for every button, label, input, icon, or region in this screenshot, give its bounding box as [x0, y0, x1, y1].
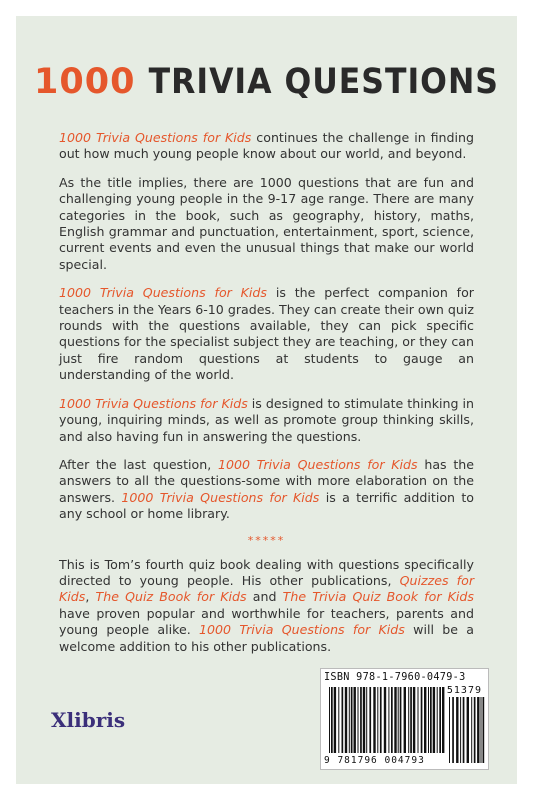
book-title-ref: 1000 Trivia Questions for Kids	[199, 622, 405, 638]
barcode-bars	[321, 669, 488, 769]
other-title: The Trivia Quiz Book for Kids	[282, 589, 474, 605]
other-title: Quizzes for Kids	[59, 572, 474, 605]
paragraph-4: 1000 Trivia Questions for Kids is designed to stimulate thinking in young, inquiring minds, as well as promote group thinking skills, and also having fun in answering the questions.	[59, 395, 474, 444]
section-divider: *****	[247, 533, 286, 547]
paragraph-5: After the last question, 1000 Trivia Questions for Kids has the answers to all the questions-some with more elaboration on the answers. 1000 Trivia Questions for Kids is a terrific addition to any school or home library.	[59, 456, 474, 522]
title-rest: TRIVIA QUESTIONS	[148, 62, 499, 102]
back-cover	[16, 16, 517, 784]
barcode-addon: 51379	[446, 685, 482, 696]
cover-title	[16, 62, 517, 102]
book-title-ref: 1000 Trivia Questions for Kids	[59, 285, 267, 301]
book-title-ref: 1000 Trivia Questions for Kids	[59, 130, 252, 145]
title-number: 1000	[34, 62, 136, 102]
barcode-number: 9 781796 004793	[324, 755, 425, 766]
other-title: The Quiz Book for Kids	[95, 589, 247, 605]
paragraph-2: As the title implies, there are 1000 questions that are fun and challenging young people in the 9-17 age range. There are many categories in the book, such as geography, history, maths, English grammar and punctuation, entertainment, sport, science, current events and even the unusual things that make our world special.	[59, 174, 474, 272]
book-title-ref: 1000 Trivia Questions for Kids	[121, 489, 320, 505]
blurb	[59, 130, 474, 667]
isbn-label: ISBN 978-1-7960-0479-3	[324, 672, 466, 683]
paragraph-6: This is Tom’s fourth quiz book dealing with questions specifically directed to young people. His other publications, Quizzes for Kids, The Quiz Book for Kids and The Trivia Quiz Book for Kids have proven popular and worthwhile for teachers, parents and young people alike. 1000 Trivia Questions for Kids will be a welcome addition to his other publications.	[59, 556, 474, 654]
book-title-ref: 1000 Trivia Questions for Kids	[218, 456, 418, 472]
barcode	[320, 668, 489, 770]
paragraph-1: 1000 Trivia Questions for Kids continues the challenge in finding out how much young people know about our world, and beyond.	[59, 130, 474, 162]
paragraph-3: 1000 Trivia Questions for Kids is the perfect companion for teachers in the Years 6-10 grades. They can create their own quiz rounds with the questions available, they can pick specific questions for the specialist subject they are teaching, or they can just fire random questions at students to gauge an understanding of the world.	[59, 285, 474, 383]
publisher-logo: Xlibris	[51, 708, 126, 732]
book-title-ref: 1000 Trivia Questions for Kids	[59, 395, 248, 411]
